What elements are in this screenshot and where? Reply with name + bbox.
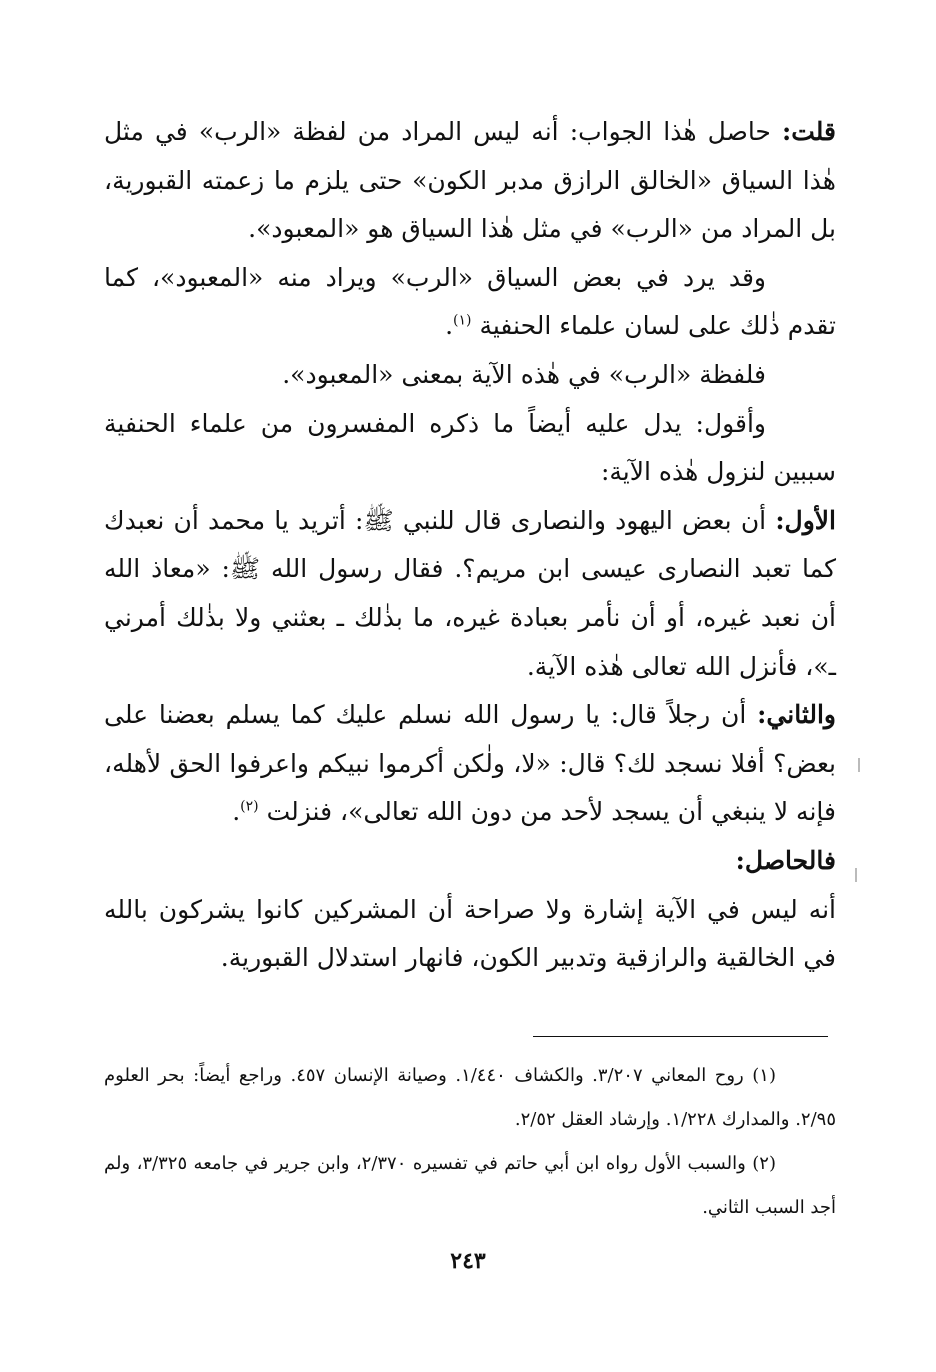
paragraph-lafza [104, 351, 836, 400]
paragraph-tail: . [445, 311, 454, 341]
paragraph-lead: الأول: [775, 505, 836, 535]
paragraph-text: وأقول: يدل عليه أيضاً ما ذكره المفسرون من علماء الحنفية سببين لنزول هٰذه الآية: [104, 408, 836, 487]
footnote-ref-1: (١) [453, 313, 472, 330]
paragraph-lead: قلت: [781, 117, 836, 146]
paragraph-conclusion-heading [104, 837, 836, 886]
paragraph-text: وقد يرد في بعض السياق «الرب» ويراد منه «المعبود»، كما تقدم ذٰلك على لسان علماء الحنفية [104, 262, 836, 341]
footnote-1: (١) روح المعاني ٣/٢٠٧. والكشاف ١/٤٤٠. وصيانة الإنسان ٤٥٧. وراجع أيضاً: بحر العلوم ٢/٩٥. والمدارك ١/٢٢٨. وإرشاد العقل ٢/٥٢. [104, 1065, 836, 1130]
footnote-ref-2: (٢) [240, 798, 259, 815]
margin-mark [858, 758, 860, 772]
footnote-separator [533, 1036, 828, 1037]
page-number: ٢٤٣ [450, 1248, 486, 1274]
paragraph-rabb-usage [104, 254, 836, 351]
paragraph-lead: والثاني: [757, 700, 836, 730]
margin-mark [855, 868, 857, 882]
paragraph-lead: فالحاصل: [735, 845, 836, 875]
paragraph-conclusion [104, 886, 836, 983]
footnote-2: (٢) والسبب الأول رواه ابن أبي حاتم في تفسيره ٢/٣٧٠، وابن جرير في جامعه ٣/٣٢٥، ولم أجد السبب الثاني. [104, 1153, 836, 1218]
paragraph-text: حاصل هٰذا الجواب: أنه ليس المراد من لفظة «الرب» في مثل هٰذا السياق «الخالق الرازق مدبر الكون» حتى يلزم ما زعمته القبورية، بل المراد من «الرب» في مثل هٰذا السياق هو «المعبود». [104, 117, 836, 244]
paragraph-text: أن رجلاً قال: يا رسول الله نسلم عليك كما يسلم بعضنا على بعض؟ أفلا نسجد لك؟ قال: «لا، ولٰكن أكرموا نبيكم واعرفوا الحق لأهله، فإنه لا ينبغي أن يسجد لأحد من دون الله تعالى»، فنزلت [104, 700, 836, 827]
paragraph-second-reason [104, 691, 836, 837]
paragraph-aqul [104, 400, 836, 497]
paragraph-text: أن بعض اليهود والنصارى قال للنبي ﷺ: أتريد يا محمد أن نعبدك كما تعبد النصارى عيسى ابن مريم؟. فقال رسول الله ﷺ: «معاذ الله أن نعبد غيره، أو أن نأمر بعبادة غيره، ما بذٰلك ـ بعثني ولا بذٰلك أمرني ـ»، فأنزل الله تعالى هٰذه الآية. [104, 505, 836, 681]
paragraph-qult [104, 108, 836, 254]
footnotes [104, 1054, 836, 1230]
main-text [104, 108, 836, 983]
paragraph-text: أنه ليس في الآية إشارة ولا صراحة أن المشركين كانوا يشركون بالله في الخالقية والرازقية وتدبير الكون، فانهار استدلال القبورية. [104, 894, 836, 973]
paragraph-first-reason [104, 497, 836, 691]
paragraph-text: فلفظة «الرب» في هٰذه الآية بمعنى «المعبود». [282, 359, 766, 389]
paragraph-tail: . [232, 797, 241, 827]
